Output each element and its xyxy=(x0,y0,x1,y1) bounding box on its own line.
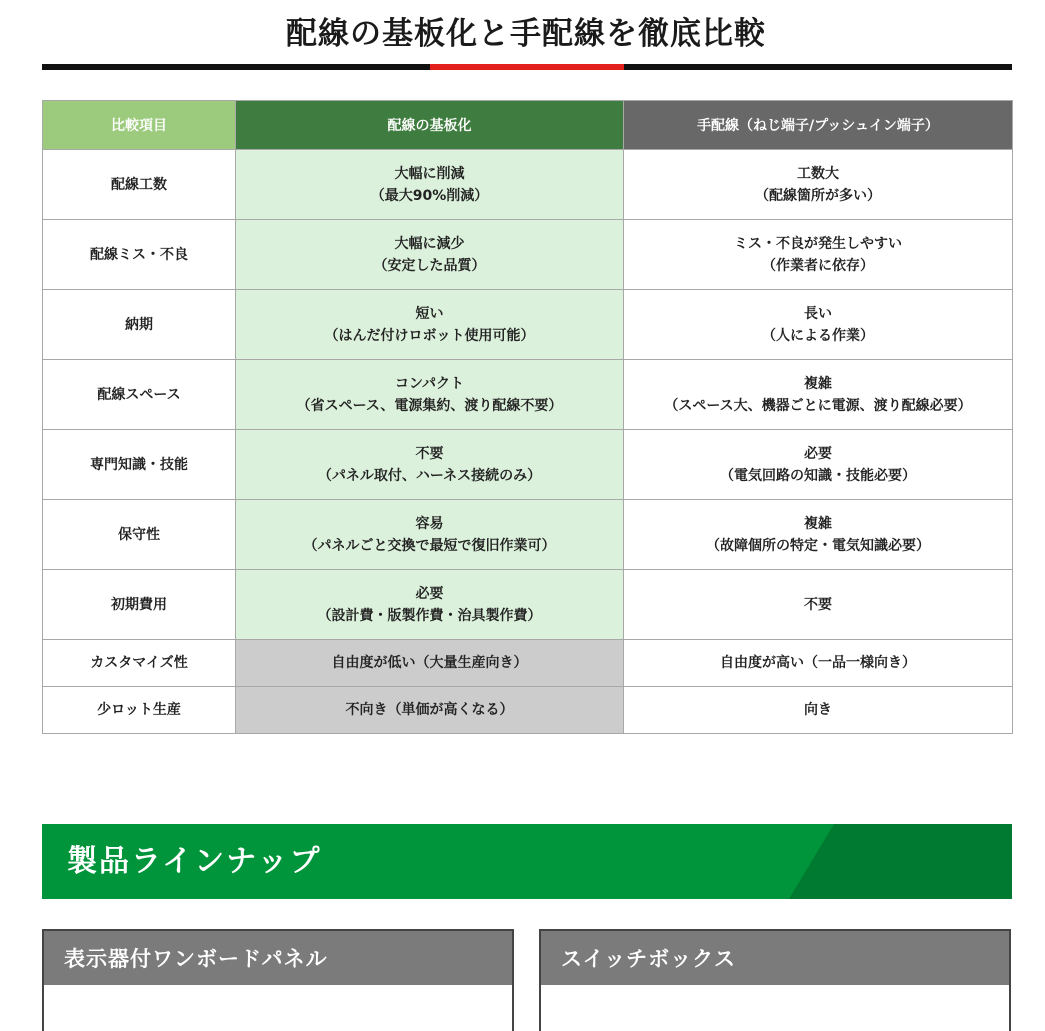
table-row xyxy=(43,220,1013,290)
product-lineup-banner xyxy=(42,824,1012,899)
row-label: 専門知識・技能 xyxy=(43,430,236,500)
product-card-title: 表示器付ワンボードパネル xyxy=(44,931,512,985)
title-underline-accent xyxy=(430,64,624,70)
comparison-table xyxy=(42,100,1013,734)
row-label: 配線ミス・不良 xyxy=(43,220,236,290)
board-note: （安定した品質） xyxy=(373,257,486,274)
board-main: 容易 xyxy=(415,515,444,532)
board-note: （はんだ付けロボット使用可能） xyxy=(324,327,535,344)
page-title: 配線の基板化と手配線を徹底比較 xyxy=(286,16,766,52)
hand-cell xyxy=(624,687,1013,734)
board-main: 不向き（単価が高くなる） xyxy=(345,702,514,718)
product-card-display-panel[interactable] xyxy=(42,929,514,1031)
hand-cell xyxy=(624,150,1013,220)
hand-main: 向き xyxy=(804,702,832,718)
row-label: カスタマイズ性 xyxy=(43,640,236,687)
row-label: 納期 xyxy=(43,290,236,360)
table-row xyxy=(43,687,1013,734)
hand-cell xyxy=(624,570,1013,640)
hand-note: （スペース大、機器ごとに電源、渡り配線必要） xyxy=(664,397,972,414)
hand-cell xyxy=(624,500,1013,570)
board-main: 大幅に削減 xyxy=(394,165,465,182)
table-row xyxy=(43,640,1013,687)
section-heading: 製品ラインナップ xyxy=(67,844,322,879)
board-note: （パネル取付、ハーネス接続のみ） xyxy=(317,467,542,484)
board-cell xyxy=(236,687,624,734)
board-cell xyxy=(236,290,624,360)
header-hand: 手配線（ねじ端子/プッシュイン端子） xyxy=(624,101,1013,150)
hand-note: （故障個所の特定・電気知識必要） xyxy=(706,537,930,554)
hand-main: 自由度が高い（一品一様向き） xyxy=(720,655,916,671)
board-main: 自由度が低い（大量生産向き） xyxy=(331,655,528,671)
board-cell xyxy=(236,570,624,640)
board-cell xyxy=(236,360,624,430)
hand-note: （人による作業） xyxy=(762,327,874,344)
hand-main: 複雑 xyxy=(804,375,832,392)
hand-main: 複雑 xyxy=(804,515,832,532)
row-label: 保守性 xyxy=(43,500,236,570)
row-label: 初期費用 xyxy=(43,570,236,640)
table-row xyxy=(43,150,1013,220)
product-card-title: スイッチボックス xyxy=(541,931,1009,985)
banner-diagonal-accent xyxy=(789,824,1012,899)
table-row xyxy=(43,430,1013,500)
board-main: 不要 xyxy=(415,445,444,462)
hand-main: 必要 xyxy=(804,445,832,462)
board-main: 短い xyxy=(415,305,444,322)
header-board: 配線の基板化 xyxy=(236,101,624,150)
board-cell xyxy=(236,220,624,290)
hand-cell xyxy=(624,290,1013,360)
table-header-row xyxy=(43,101,1013,150)
hand-main: 不要 xyxy=(804,596,832,613)
hand-note: （配線箇所が多い） xyxy=(755,187,881,204)
row-label: 配線工数 xyxy=(43,150,236,220)
hand-main: 長い xyxy=(804,305,832,322)
board-note: （設計費・版製作費・治具製作費） xyxy=(317,607,542,624)
product-card-switch-box[interactable] xyxy=(539,929,1011,1031)
board-main: 大幅に減少 xyxy=(394,235,465,252)
board-cell xyxy=(236,640,624,687)
table-row xyxy=(43,500,1013,570)
board-note: （省スペース、電源集約、渡り配線不要） xyxy=(296,397,563,414)
header-item: 比較項目 xyxy=(43,101,236,150)
table-row xyxy=(43,570,1013,640)
hand-note: （電気回路の知識・技能必要） xyxy=(720,467,916,484)
title-underline xyxy=(42,64,1012,70)
hand-cell xyxy=(624,360,1013,430)
table-row xyxy=(43,360,1013,430)
board-note: （最大90%削減） xyxy=(370,187,489,204)
table-row xyxy=(43,290,1013,360)
hand-main: ミス・不良が発生しやすい xyxy=(734,235,902,252)
board-note: （パネルごと交換で最短で復旧作業可） xyxy=(303,537,556,554)
hand-cell xyxy=(624,640,1013,687)
row-label: 少ロット生産 xyxy=(43,687,236,734)
row-label: 配線スペース xyxy=(43,360,236,430)
hand-note: （作業者に依存） xyxy=(762,257,874,274)
board-main: コンパクト xyxy=(394,375,465,392)
board-cell xyxy=(236,430,624,500)
board-cell xyxy=(236,500,624,570)
hand-main: 工数大 xyxy=(797,165,839,182)
hand-cell xyxy=(624,220,1013,290)
board-main: 必要 xyxy=(415,585,444,602)
hand-cell xyxy=(624,430,1013,500)
board-cell xyxy=(236,150,624,220)
